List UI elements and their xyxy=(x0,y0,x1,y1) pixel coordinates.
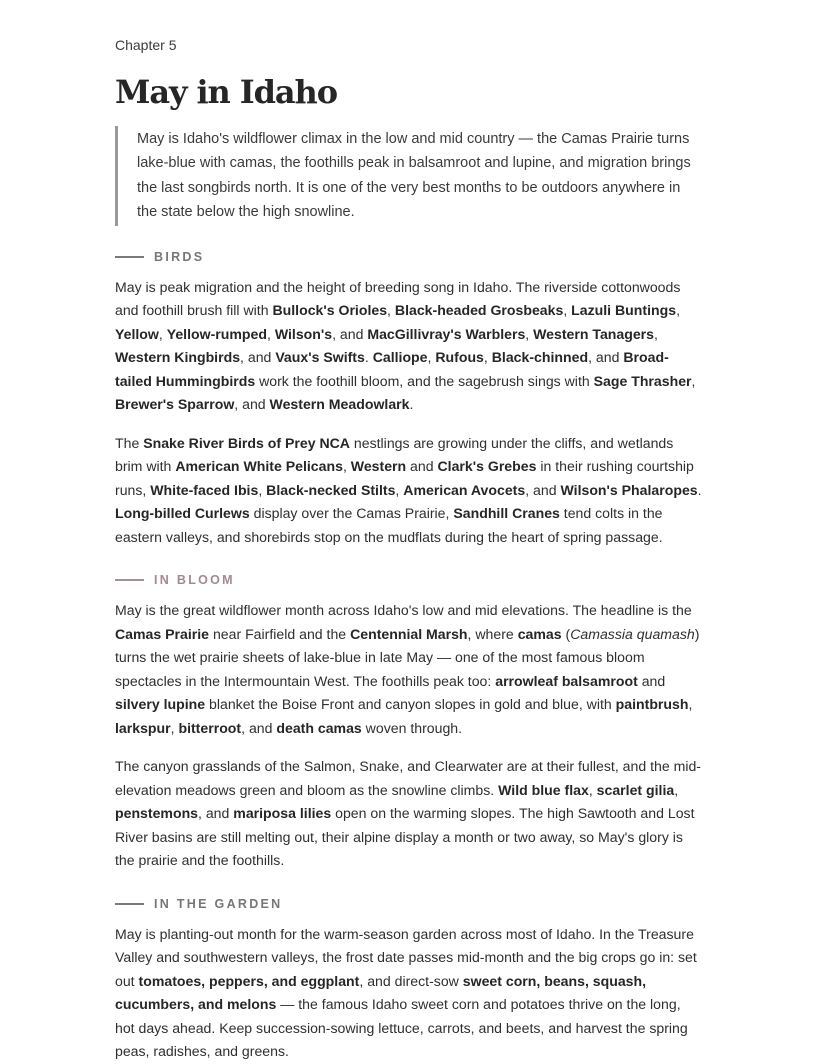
emphasis-term: Clark's Grebes xyxy=(437,458,537,475)
paragraph: May is the great wildflower month across Idaho's low and mid elevations. The headline is the Camas Prairie near Fairfield and the Centennial Marsh, where camas (Camassia quamash) turns the wet prairie sheets of lake-blue in late May — one of the most famous bloom spectacles in the Intermountain West. The foothills peak too: arrowleaf balsamroot and silvery lupine blanket the Boise Front and canyon slopes in gold and blue, with paintbrush, larkspur, bitterroot, and death camas woven through. xyxy=(115,602,700,736)
emphasis-term: Vaux's Swifts xyxy=(275,349,365,366)
section-label-in-bloom: IN BLOOM xyxy=(154,573,235,588)
emphasis-term: death camas xyxy=(276,719,362,736)
emphasis-term: Western Kingbirds xyxy=(115,349,241,366)
emphasis-term: MacGillivray's Warblers xyxy=(367,325,526,342)
emphasis-term: Calliope xyxy=(372,349,428,366)
emphasis-term: Rufous xyxy=(435,349,484,366)
section-heading xyxy=(115,896,702,912)
section-rule xyxy=(115,256,144,258)
emphasis-term: Black-headed Grosbeaks xyxy=(394,302,564,319)
emphasis-term: Long-billed Curlews xyxy=(115,505,250,522)
emphasis-term: mariposa lilies xyxy=(233,805,332,822)
section-label-birds: BIRDS xyxy=(154,249,205,264)
emphasis-term: arrowleaf balsamroot xyxy=(495,672,638,689)
emphasis-term: Centennial Marsh xyxy=(350,625,468,642)
emphasis-term: Western xyxy=(350,458,407,475)
emphasis-term: scarlet gilia xyxy=(596,781,675,798)
intro-blockquote: May is Idaho's wildflower climax in the low and mid country — the Camas Prairie turns lake-blue with camas, the foothills peak in balsamroot and lupine, and migration brings the last songbirds north. It is one of the very best months to be outdoors anywhere in the state below the high snowline. xyxy=(115,126,702,226)
emphasis-term: paintbrush xyxy=(615,696,689,713)
emphasis-term: Brewer's Sparrow xyxy=(115,396,235,413)
section-label-in-the-garden: IN THE GARDEN xyxy=(154,896,283,911)
paragraph: The Snake River Birds of Prey NCA nestlings are growing under the cliffs, and wetlands brim with American White Pelicans, Western and Clark's Grebes in their rushing courtship runs, White-faced Ibis, Black-necked Stilts, American Avocets, and Wilson's Phalaropes. Long-billed Curlews display over the Camas Prairie, Sandhill Cranes tend colts in the eastern valleys, and shorebirds stop on the mudflats during the heart of spring passage. xyxy=(115,434,702,545)
emphasis-term: camas xyxy=(517,625,562,642)
paragraph: May is planting-out month for the warm-season garden across most of Idaho. In the Treasure Valley and southwestern valleys, the frost date passes mid-month and the big crops go in: set out tomatoes, peppers, and eggplant, and direct-sow sweet corn, beans, squash, cucumbers, and melons — the famous Idaho sweet corn and potatoes thrive on the long, hot days ahead. Keep succession-sowing lettuce, carrots, and beets, and harvest the spring peas, radishes, and greens. xyxy=(115,925,697,1060)
emphasis-term: Wilson's xyxy=(274,325,333,342)
page-title: May in Idaho xyxy=(115,73,337,111)
emphasis-term: Snake River Birds of Prey NCA xyxy=(143,434,350,451)
emphasis-term: penstemons xyxy=(115,805,199,822)
emphasis-term: Broad-tailed Hummingbirds xyxy=(115,349,669,389)
emphasis-term: Sandhill Cranes xyxy=(453,505,560,522)
section-heading xyxy=(115,249,702,265)
paragraph: May is peak migration and the height of breeding song in Idaho. The riverside cottonwoods and foothill brush fill with Bullock's Orioles, Black-headed Grosbeaks, Lazuli Buntings, Yellow, Yellow-rumped, Wilson's, and MacGillivray's Warblers, Western Tanagers, Western Kingbirds, and Vaux's Swifts. Calliope, Rufous, Black-chinned, and Broad-tailed Hummingbirds work the foothill bloom, and the sagebrush sings with Sage Thrasher, Brewer's Sparrow, and Western Meadowlark. xyxy=(115,278,696,413)
emphasis-term: Wilson's Phalaropes xyxy=(560,481,698,498)
emphasis-term: tomatoes, peppers, and eggplant xyxy=(138,972,360,989)
section-rule xyxy=(115,579,144,581)
emphasis-term: American Avocets xyxy=(403,481,526,498)
emphasis-term: American White Pelicans xyxy=(175,458,343,475)
emphasis-term: Black-necked Stilts xyxy=(266,481,396,498)
chapter-label: Chapter 5 xyxy=(115,37,177,53)
emphasis-term: larkspur xyxy=(115,719,171,736)
emphasis-term: Western Meadowlark xyxy=(269,396,410,413)
page xyxy=(115,36,702,1064)
emphasis-term: Western Tanagers xyxy=(533,325,655,342)
section-in-the-garden xyxy=(115,896,702,1064)
emphasis-term: Wild blue flax xyxy=(498,781,589,798)
emphasis-term: sweet corn, beans, squash, cucumbers, and melons xyxy=(115,972,647,1013)
emphasis-term: Camas Prairie xyxy=(115,625,210,642)
emphasis-term: Lazuli Buntings xyxy=(571,302,677,319)
emphasis-term: bitterroot xyxy=(178,719,242,736)
section-rule xyxy=(115,903,144,905)
emphasis-term: White-faced Ibis xyxy=(150,481,259,498)
emphasis-term: Black-chinned xyxy=(491,349,589,366)
emphasis-term: Yellow xyxy=(115,325,159,342)
emphasis-term: Sage Thrasher xyxy=(593,372,692,389)
section-heading xyxy=(115,572,702,588)
section-in-bloom xyxy=(115,572,702,873)
scientific-name: Camassia quamash xyxy=(570,625,695,642)
emphasis-term: silvery lupine xyxy=(115,696,206,713)
emphasis-term: Yellow-rumped xyxy=(166,325,267,342)
paragraph: The canyon grasslands of the Salmon, Snake, and Clearwater are at their fullest, and the mid-elevation meadows green and bloom as the snowline climbs. Wild blue flax, scarlet gilia, penstemons, and mariposa lilies open on the warming slopes. The high Sawtooth and Lost River basins are still melting out, their alpine display a month or two away, so May's glory is the prairie and the foothills. xyxy=(115,758,701,869)
section-birds xyxy=(115,249,702,550)
emphasis-term: Bullock's Orioles xyxy=(272,302,388,319)
